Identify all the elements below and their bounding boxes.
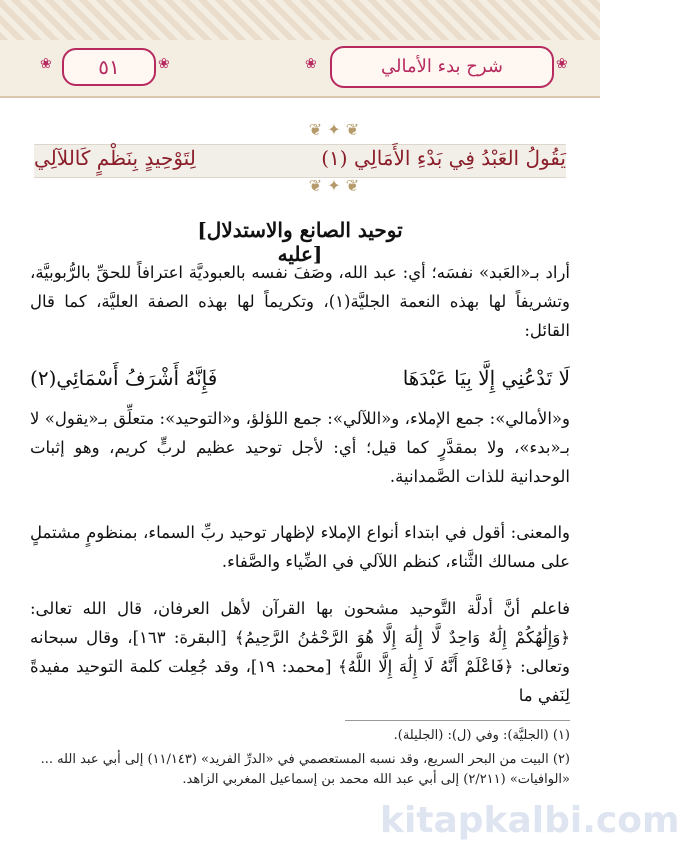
paragraph-3: والمعنى: أقول في ابتداء أنواع الإملاء لإظهار توحيد ربِّ السماء، بمنظومٍ مشتملٍ على مسالك الثَّناء، كنظم اللآلي في الضِّياء والصَّفاء.	[30, 523, 570, 571]
page-number: ٥١	[62, 48, 156, 86]
ornament-icon: ❀	[305, 56, 317, 72]
verse-banner	[34, 120, 566, 195]
verse-second-half: لِتَوْحِيدٍ بِنَظْمٍ كَاللآلِي	[34, 146, 196, 170]
ornament-icon: ❀	[158, 56, 170, 72]
page-header	[0, 0, 600, 98]
header-pattern	[0, 0, 600, 40]
book-title: شرح بدء الأمالي	[330, 46, 554, 88]
poem-right-hemistich: لَا تَدْعُنِي إِلَّا بِيَا عَبْدَهَا	[402, 366, 570, 390]
footnote-1: (١) (الجليَّة): وفي (ل): (الجليلة).	[393, 728, 570, 743]
paragraph-4: فاعلم أنَّ أدلَّة التَّوحيد مشحون بها القرآن لأهل العرفان، قال الله تعالى: ﴿وَإِلَٰهُكُمْ إِلَٰهٌ وَاحِدٌ لَّا إِلَٰهَ إِلَّا هُوَ الرَّحْمَٰنُ الرَّحِيمُ﴾ [البقرة: ١٦٣]، وقال سبحانه وتعالى: ﴿فَاعْلَمْ أَنَّهُ لَا إِلَٰهَ إِلَّا اللَّهُ﴾ [محمد: ١٩]، وقد جُعِلت كلمة التوحيد مفيدةً لِنَفي ما	[30, 599, 571, 705]
bottom-ornament-icon: ❦ ✦ ❦	[308, 176, 360, 195]
ornament-icon: ❀	[40, 56, 52, 72]
ornament-icon: ❀	[556, 56, 568, 72]
section-heading: [توحيد الصانع والاستدلال عليه]	[197, 218, 403, 266]
footnote-divider	[345, 720, 570, 721]
paragraph-2: و«الأمالي»: جمع الإملاء، و«اللآلي»: جمع اللؤلؤ، و«التوحيد»: متعلِّق بـ«يقول» لا بـ«بدء»، ولا بمقدَّرٍ كما قيل؛ أي: لأجل توحيد عظيم لربٍّ كريم، وهو إثبات الوحدانية للذات الصَّمدانية.	[30, 409, 570, 486]
footnote-2: (٢) البيت من البحر السريع، وقد نسبه المستعصمي في «الدرِّ الفريد» (١١/١٤٣) إلى أبي عبد الله ... «الوافيات» (٢/٢١١) إلى أبي عبد الله محمد بن إسماعيل المغربي الزاهد.	[40, 752, 570, 787]
poem-left-hemistich: فَإِنَّهُ أَشْرَفُ أَسْمَائِي(٢)	[30, 366, 218, 390]
watermark: kitapkalbi.com	[380, 800, 680, 841]
top-ornament-icon: ❦ ✦ ❦	[308, 120, 360, 139]
paragraph-1: أراد بـ«العَبد» نفسَه؛ أي: عبد الله، وصَفَ نفسه بالعبوديَّة اعترافاً للحقِّ بالرُّبوبيَّة، وتشريفاً لها بهذه النعمة الجليَّة(١)، وتكريماً لها بهذه الصفة العليَّة، كما قال القائل:	[30, 263, 570, 340]
verse-first-half: (١) يَقُولُ العَبْدُ فِي بَدْءِ الأَمَالِي	[321, 146, 566, 170]
